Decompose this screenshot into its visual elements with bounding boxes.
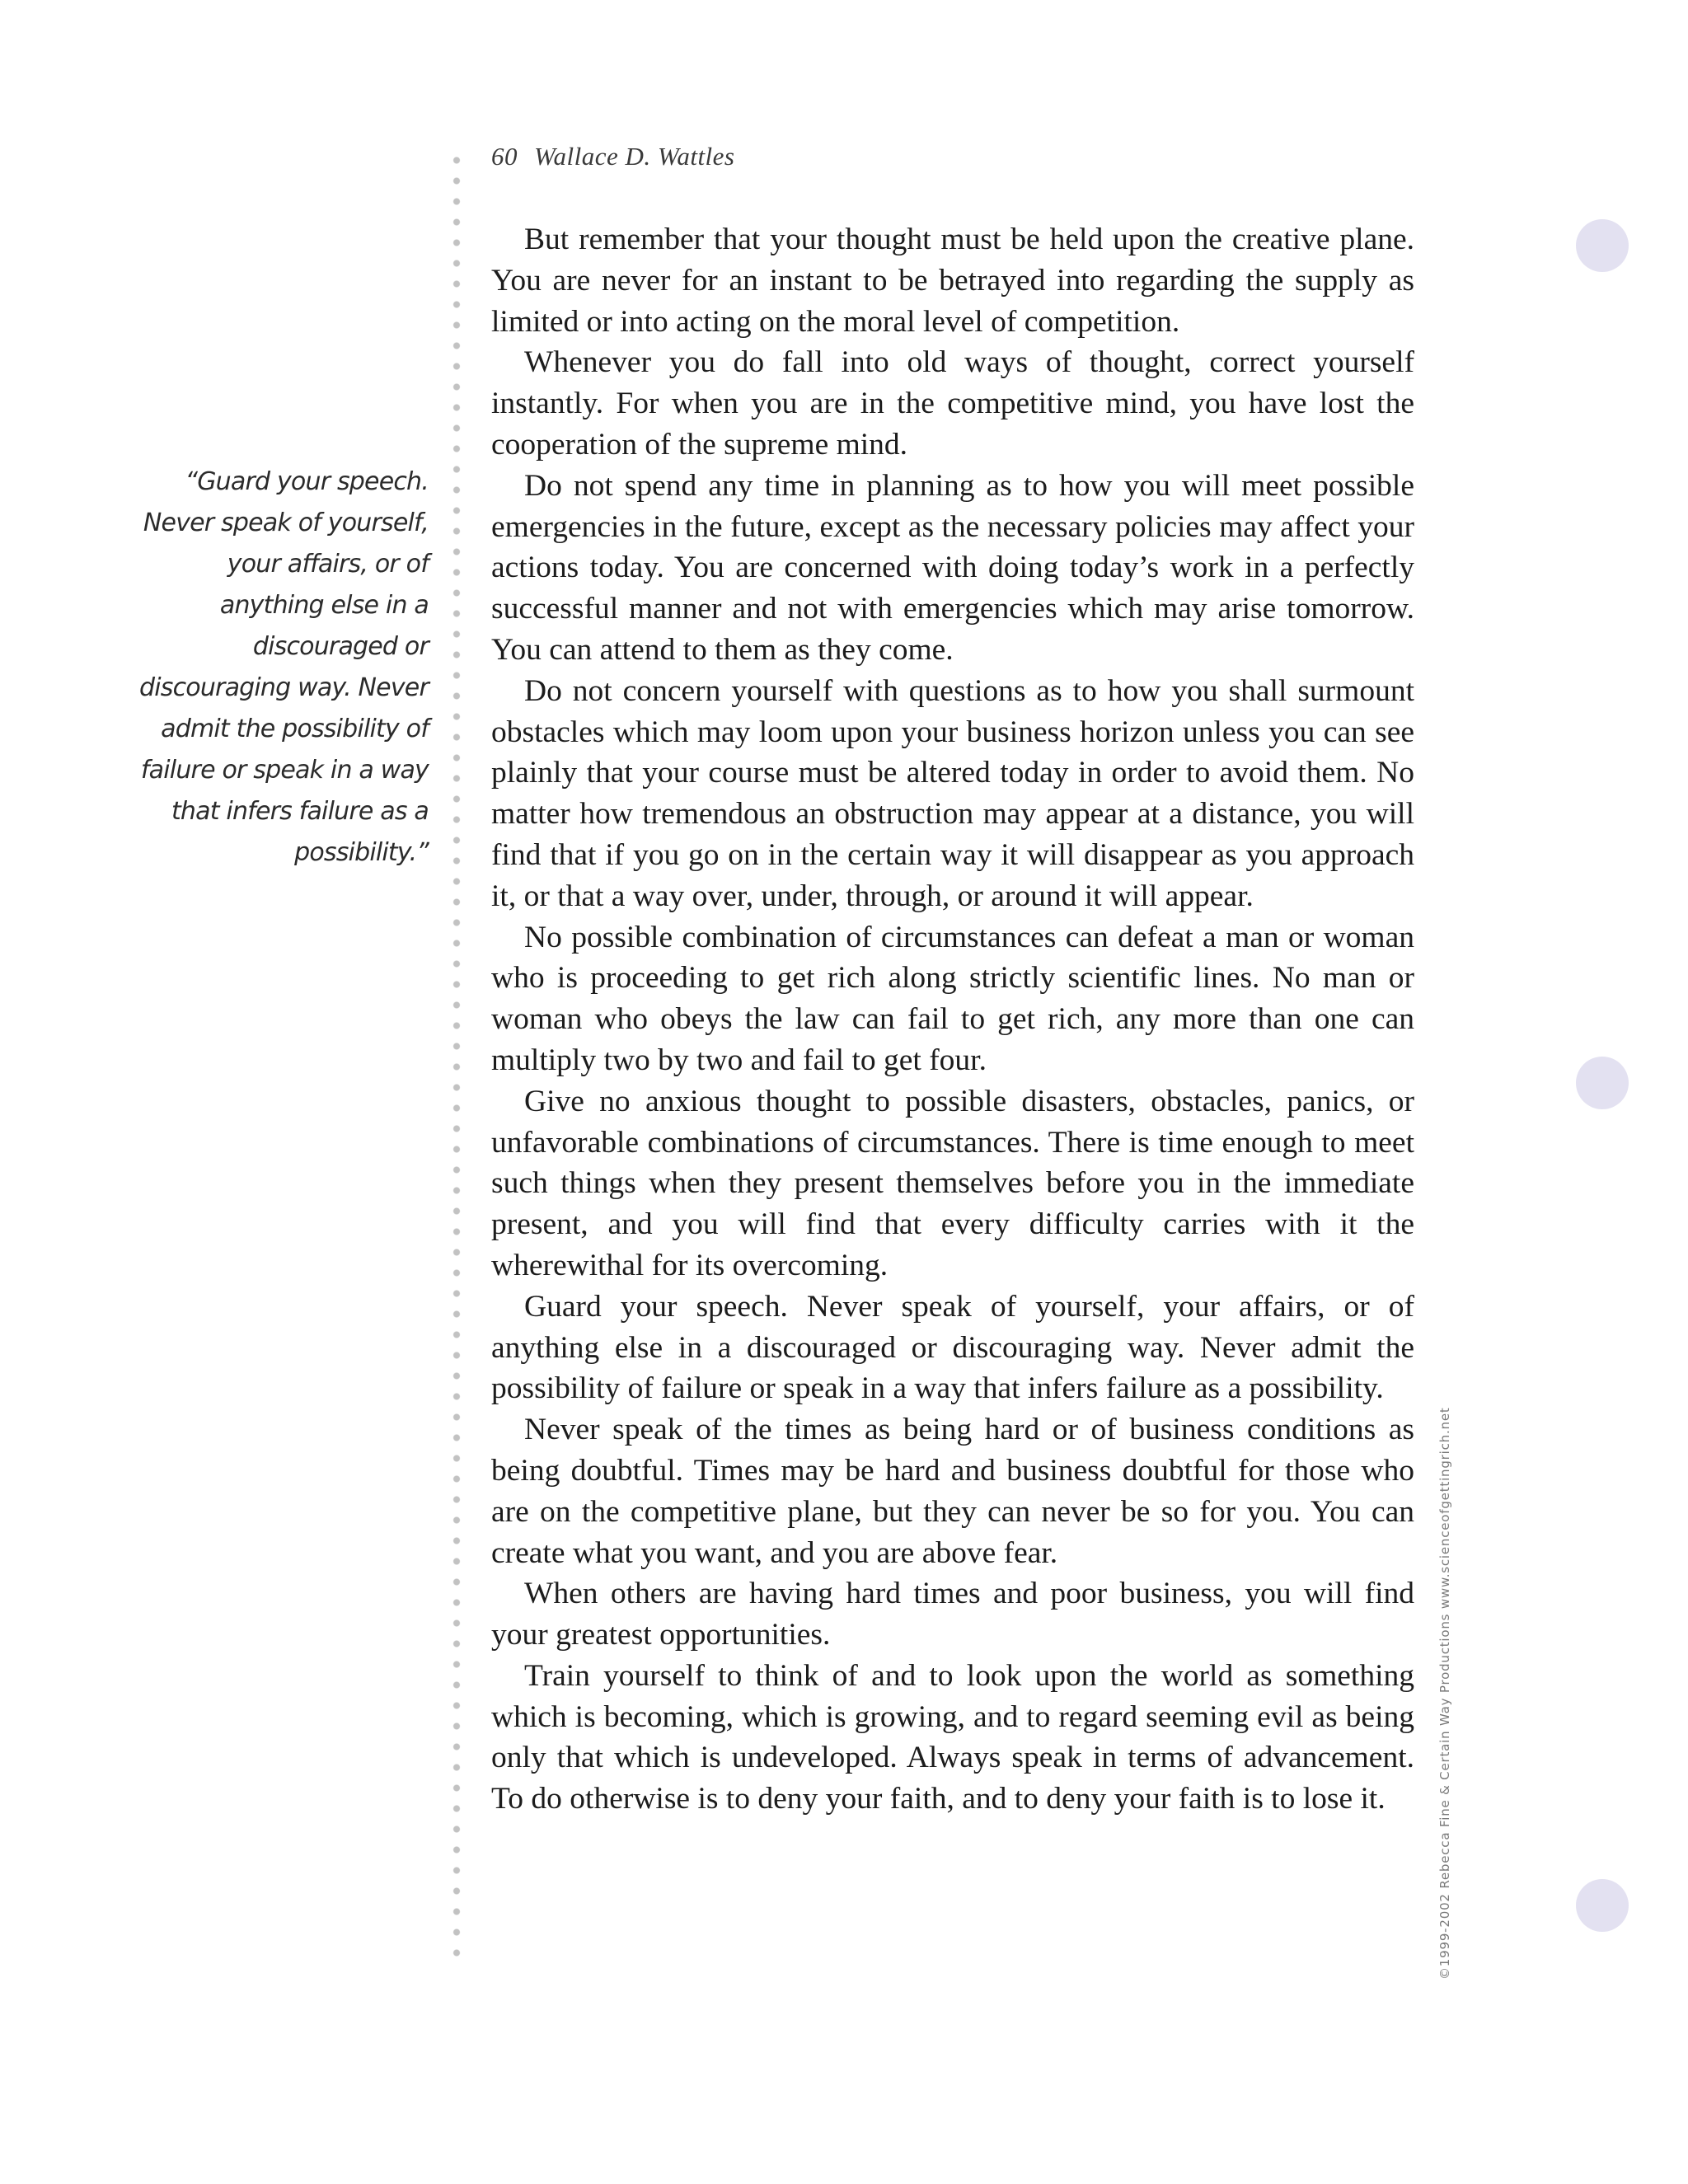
paragraph: Give no anxious thought to possible disasters, obstacles, panics, or unfavorable combinations of circumstances. There is time enough to meet such things when they present themselves before you in the immediate present, and you will find that every difficulty carries with it the wherewithal for its overcoming. <box>491 1084 1414 1282</box>
paragraph: Do not spend any time in planning as to how you will meet possible emergencies in the future, except as the necessary policies may affect your actions today. You are concerned with doing today’s work in a perfectly successful manner and not with emergencies which may arise tomorrow. You can attend to them as they come. <box>491 468 1414 667</box>
pull-quote-line: “Guard your speech. <box>185 467 429 496</box>
paragraph: Guard your speech. Never speak of yourself, your affairs, or of anything else in a discouraged or discouraging way. Never admit the possibility of failure or speak in a way that infers failure as a possibility. <box>491 1289 1414 1406</box>
pull-quote-line: discouraged or <box>252 632 429 661</box>
pull-quote <box>107 462 429 874</box>
pull-quote-line: Never speak of yourself, <box>143 509 429 537</box>
pull-quote-line: anything else in a <box>219 591 429 620</box>
paragraph: Never speak of the times as being hard or of business conditions as being doubtful. Times may be hard and business doubtful for those who are on the competitive plane, but they can never be so for you. You can create what you want, and you are above fear. <box>491 1413 1414 1570</box>
pull-quote-line: discouraging way. Never <box>138 673 429 702</box>
author-name: Wallace D. Wattles <box>534 142 735 171</box>
paragraph: Do not concern yourself with questions as to how you shall surmount obstacles which may loom upon your business horizon unless you can see plainly that your course must be altered today in order to avoid them. No matter how tremendous an obstruction may appear at a distance, you will find that if you go on in the certain way it will disappear as you approach it, or that a way over, under, through, or around it will appear. <box>491 673 1414 913</box>
paragraph: Train yourself to think of and to look upon the world as something which is becoming, which is growing, and to regard seeming evil as being only that which is undeveloped. Always speak in terms of advancement. To do otherwise is to deny your faith, and to deny your faith is to lose it. <box>491 1658 1414 1816</box>
paragraph: But remember that your thought must be held upon the creative plane. You are never for an instant to be betrayed into regarding the supply as limited or into acting on the moral level of competition. <box>491 223 1414 339</box>
pull-quote-line: possibility.” <box>294 838 429 867</box>
paragraph: When others are having hard times and poor business, you will find your greatest opportunities. <box>491 1577 1414 1652</box>
pull-quote-line: failure or speak in a way <box>140 756 429 785</box>
paragraph: No possible combination of circumstances can defeat a man or woman who is proceeding to get rich along strictly scientific lines. No man or woman who obeys the law can fail to get rich, any more than one can multiply two by two and fail to get four. <box>491 920 1414 1077</box>
paragraph: Whenever you do fall into old ways of thought, correct yourself instantly. For when you are in the competitive mind, you have lost the cooperation of the supreme mind. <box>491 345 1414 462</box>
copyright-notice: ©1999-2002 Rebecca Fine & Certain Way Productions www.scienceofgettingrich.net <box>1437 1407 1452 1980</box>
pull-quote-line: admit the possibility of <box>161 715 429 743</box>
punch-hole-top <box>1576 219 1629 272</box>
page-number: 60 <box>491 142 518 171</box>
dotted-margin-rule <box>452 150 462 1970</box>
punch-hole-middle <box>1576 1057 1629 1109</box>
punch-hole-bottom <box>1576 1879 1629 1932</box>
body-text <box>491 219 1414 1820</box>
pull-quote-line: your affairs, or of <box>227 550 429 579</box>
pull-quote-line: that infers failure as a <box>171 797 429 826</box>
running-header <box>491 142 735 171</box>
